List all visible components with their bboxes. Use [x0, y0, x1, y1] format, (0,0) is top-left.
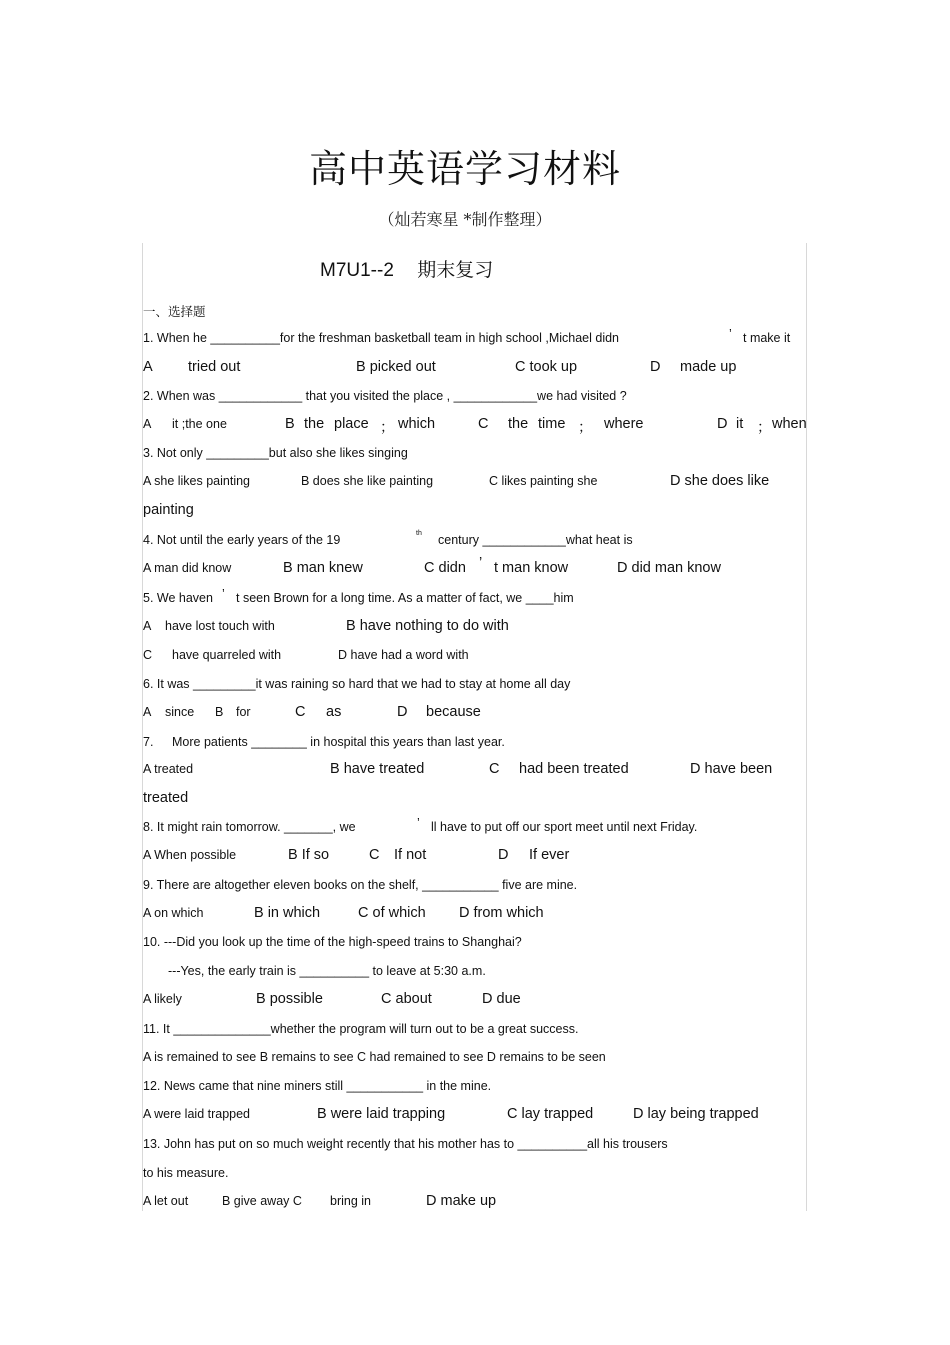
unit-name: 期末复习	[417, 260, 494, 281]
question-7-stem: More patients ________ in hospital this years than last year.	[172, 735, 505, 749]
question-6-option-c: as	[326, 704, 342, 720]
question-10-stem: 10. ---Did you look up the time of the high-speed trains to Shanghai?	[143, 935, 522, 949]
question-9-option-c: C of which	[358, 905, 426, 921]
question-13-stem: 13. John has put on so much weight recently that his mother has to __________all his trousers	[143, 1137, 668, 1151]
question-1-apostrophe: ’	[729, 327, 732, 341]
question-3-option-d-continued: painting	[143, 502, 194, 518]
question-1-stem-end: t make it	[743, 331, 791, 345]
question-7-option-d: D have been	[690, 761, 773, 777]
question-10-option-a: A likely	[143, 992, 182, 1006]
question-11-options: A is remained to see B remains to see C had remained to see D remains to be seen	[143, 1050, 606, 1064]
question-4-stem-end: century ____________what heat is	[438, 533, 633, 547]
question-5-option-a-letter: A	[143, 619, 152, 633]
question-9-stem: 9. There are altogether eleven books on the shelf, ___________ five are mine.	[143, 878, 578, 892]
question-4-option-a: A man did know	[143, 561, 232, 575]
question-5-option-c: have quarreled with	[172, 648, 282, 662]
question-3-stem: 3. Not only _________but also she likes singing	[143, 446, 408, 460]
question-2-stem: 2. When was ____________ that you visited the place , ____________we had visited ?	[143, 389, 627, 403]
question-2-option-b-word-1: the	[304, 416, 325, 432]
question-6-option-d: because	[426, 704, 481, 720]
question-2-option-c-sep: ；	[578, 420, 593, 436]
question-3-option-a: A she likes painting	[143, 474, 251, 488]
page-subtitle: （灿若寒星 *制作整理）	[378, 210, 552, 229]
question-6-option-d-letter: D	[397, 704, 408, 720]
question-2-option-c-word-1: the	[508, 416, 529, 432]
question-7-option-c-letter: C	[489, 761, 500, 777]
question-4-option-b: B man knew	[283, 560, 363, 576]
question-9-option-a: A on which	[143, 906, 204, 920]
question-13-option-a: A let out	[143, 1194, 189, 1208]
question-2-option-d-letter: D	[717, 416, 728, 432]
question-8-stem: 8. It might rain tomorrow. _______, we	[143, 820, 356, 834]
question-2-option-a-letter: A	[143, 417, 152, 431]
question-9-option-d: D from which	[459, 905, 544, 921]
question-7-option-c: had been treated	[519, 761, 629, 777]
question-3-option-b: B does she like painting	[301, 474, 434, 488]
question-1-option-c: C took up	[515, 359, 578, 375]
question-10-option-d: D due	[482, 991, 521, 1007]
question-1-stem: 1. When he __________for the freshman basketball team in high school ,Michael didn	[143, 331, 619, 345]
question-12-option-d: D lay being trapped	[633, 1106, 759, 1122]
question-8-option-d: If ever	[529, 847, 570, 863]
unit-code: M7U1--2	[320, 260, 394, 281]
question-8-option-c-letter: C	[369, 847, 380, 863]
question-4-option-c-apostrophe: ’	[479, 555, 483, 571]
page-title: 高中英语学习材料	[308, 147, 621, 191]
question-1-option-d: made up	[680, 359, 737, 375]
question-2-option-c-word-3: where	[604, 416, 644, 432]
question-6-option-b-letter: B	[215, 705, 224, 719]
question-13-option-b: B give away C	[222, 1194, 302, 1208]
question-10-stem-line-2: ---Yes, the early train is __________ to leave at 5:30 a.m.	[168, 964, 486, 978]
question-4-stem: 4. Not until the early years of the 19	[143, 533, 341, 547]
question-8-option-a: A When possible	[143, 848, 237, 862]
question-7-option-a: A treated	[143, 762, 194, 776]
question-1-option-a-letter: A	[143, 359, 153, 375]
question-2-option-d-sep: ；	[757, 420, 772, 436]
question-8-stem-end: ll have to put off our sport meet until next Friday.	[431, 820, 698, 834]
question-2-option-b-word-2: place	[334, 416, 369, 432]
question-4-option-d: D did man know	[617, 560, 721, 576]
question-8-apostrophe: ’	[417, 816, 420, 830]
question-13-option-c: bring in	[330, 1194, 371, 1208]
question-5-stem-end: t seen Brown for a long time. As a matter of fact, we ____him	[236, 591, 574, 605]
question-3-option-c: C likes painting she	[489, 474, 598, 488]
question-6-option-a: since	[165, 705, 195, 719]
question-6-option-a-letter: A	[143, 705, 152, 719]
question-5-option-d: D have had a word with	[338, 648, 469, 662]
question-4-superscript: th	[416, 530, 422, 537]
question-2-option-b-letter: B	[285, 416, 295, 432]
question-2-option-d-word-1: it	[736, 416, 744, 432]
question-1-option-d-letter: D	[650, 359, 661, 375]
question-6-option-b: for	[236, 705, 251, 719]
question-7-option-d-continued: treated	[143, 790, 189, 806]
question-5-option-a: have lost touch with	[165, 619, 275, 633]
question-2-option-a: it ;the one	[172, 417, 227, 431]
question-5-option-b: B have nothing to do with	[346, 618, 509, 634]
question-2-option-b-sep: ；	[380, 420, 395, 436]
question-6-option-c-letter: C	[295, 704, 306, 720]
question-2-option-d-word-2: when	[772, 416, 807, 432]
question-5-stem: 5. We haven	[143, 591, 213, 605]
question-4-option-c-end: t man know	[494, 560, 569, 576]
question-1-option-a: tried out	[188, 359, 241, 375]
question-1-option-b: B picked out	[356, 359, 436, 375]
question-7-option-b: B have treated	[330, 761, 425, 777]
question-13-stem-line-2: to his measure.	[143, 1166, 229, 1180]
unit-title	[320, 255, 511, 282]
question-7-number: 7.	[143, 735, 154, 749]
question-11-stem: 11. It ______________whether the program will turn out to be a great success.	[143, 1022, 579, 1036]
question-8-option-d-letter: D	[498, 847, 509, 863]
question-12-option-a: A were laid trapped	[143, 1107, 251, 1121]
question-2-option-c-letter: C	[478, 416, 489, 432]
question-12-option-c: C lay trapped	[507, 1106, 594, 1122]
question-4-option-c: C didn	[424, 560, 466, 576]
question-8-option-c: If not	[394, 847, 427, 863]
page-frame-right	[806, 243, 807, 1211]
question-3-option-d: D she does like	[670, 473, 770, 489]
question-8-option-b: B If so	[288, 847, 330, 863]
question-12-option-b: B were laid trapping	[317, 1106, 446, 1122]
question-10-option-c: C about	[381, 991, 432, 1007]
question-10-option-b: B possible	[256, 991, 323, 1007]
question-6-stem: 6. It was _________it was raining so hard that we had to stay at home all day	[143, 677, 571, 691]
question-12-stem: 12. News came that nine miners still ___________ in the mine.	[143, 1079, 492, 1093]
section-heading: 一、选择题	[143, 305, 206, 319]
question-5-option-c-letter: C	[143, 648, 153, 662]
question-13-option-d: D make up	[426, 1193, 497, 1209]
question-9-option-b: B in which	[254, 905, 321, 921]
question-5-apostrophe: ’	[222, 587, 225, 601]
question-2-option-c-word-2: time	[538, 416, 566, 432]
question-2-option-b-word-3: which	[398, 416, 436, 432]
